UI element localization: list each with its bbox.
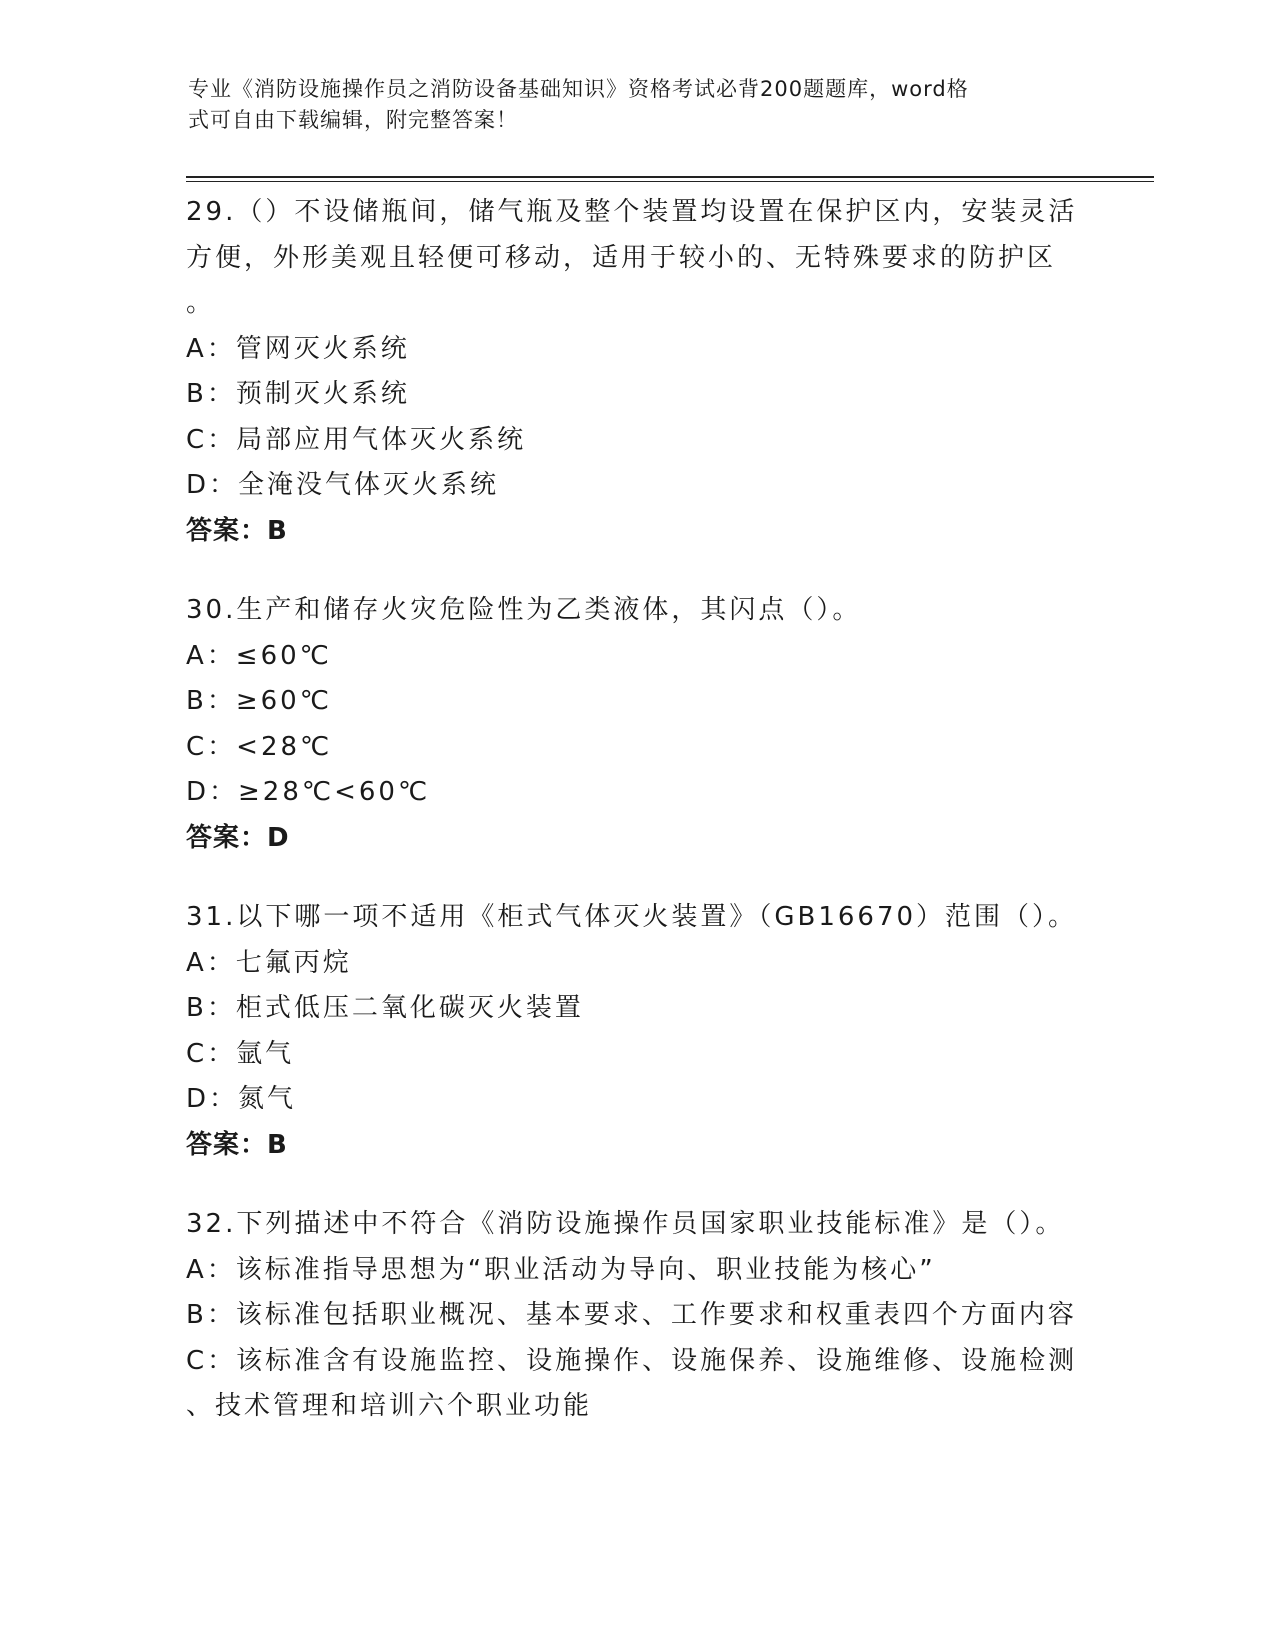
question-29 bbox=[186, 190, 1086, 554]
option-c: C：<28℃ bbox=[186, 731, 333, 762]
question-stem-line: 31.以下哪一项不适用《柜式气体灭火装置》（GB16670）范围（）。 bbox=[186, 902, 1078, 932]
option-b: B：预制灭火系统 bbox=[186, 379, 410, 409]
option-c: C：该标准含有设施监控、设施操作、设施保养、设施维修、设施检测 bbox=[186, 1345, 1078, 1376]
option-a: A：七氟丙烷 bbox=[186, 947, 352, 978]
option-c-continued: 、技术管理和培训六个职业功能 bbox=[186, 1391, 593, 1421]
option-b: B：≥60℃ bbox=[186, 686, 332, 716]
question-list bbox=[186, 190, 1086, 1464]
question-stem-line: 。 bbox=[186, 288, 216, 318]
option-c: C：局部应用气体灭火系统 bbox=[186, 424, 527, 455]
option-a: A：≤60℃ bbox=[186, 640, 332, 671]
option-a: A：该标准指导思想为“职业活动为导向、职业技能为核心” bbox=[186, 1254, 936, 1285]
answer-label: 答案：B bbox=[186, 515, 288, 546]
header-line-2: 式可自由下载编辑，附完整答案！ bbox=[188, 108, 518, 132]
option-b: B：柜式低压二氧化碳灭火装置 bbox=[186, 993, 584, 1023]
question-31 bbox=[186, 895, 1086, 1168]
answer-label: 答案：D bbox=[186, 822, 290, 853]
option-d: D：氮气 bbox=[186, 1084, 297, 1114]
header-divider-thick bbox=[186, 176, 1154, 178]
header-divider-thin bbox=[186, 181, 1154, 182]
option-d: D：≥28℃<60℃ bbox=[186, 777, 431, 807]
document-header bbox=[188, 74, 1068, 136]
option-b: B：该标准包括职业概况、基本要求、工作要求和权重表四个方面内容 bbox=[186, 1300, 1077, 1330]
question-stem-line: 32.下列描述中不符合《消防设施操作员国家职业技能标准》是（）。 bbox=[186, 1209, 1065, 1239]
question-stem-line: 30.生产和储存火灾危险性为乙类液体，其闪点（）。 bbox=[186, 595, 862, 625]
header-line-1: 专业《消防设施操作员之消防设备基础知识》资格考试必背200题题库，word格 bbox=[188, 77, 969, 101]
question-stem-line: 29.（）不设储瓶间，储气瓶及整个装置均设置在保护区内，安装灵活 bbox=[186, 197, 1078, 227]
option-c: C：氩气 bbox=[186, 1038, 295, 1069]
answer-label: 答案：B bbox=[186, 1129, 288, 1160]
question-stem-line: 方便，外形美观且轻便可移动，适用于较小的、无特殊要求的防护区 bbox=[186, 242, 1057, 273]
option-a: A：管网灭火系统 bbox=[186, 333, 410, 364]
question-30 bbox=[186, 588, 1086, 861]
option-d: D：全淹没气体灭火系统 bbox=[186, 470, 500, 500]
question-32 bbox=[186, 1202, 1086, 1430]
